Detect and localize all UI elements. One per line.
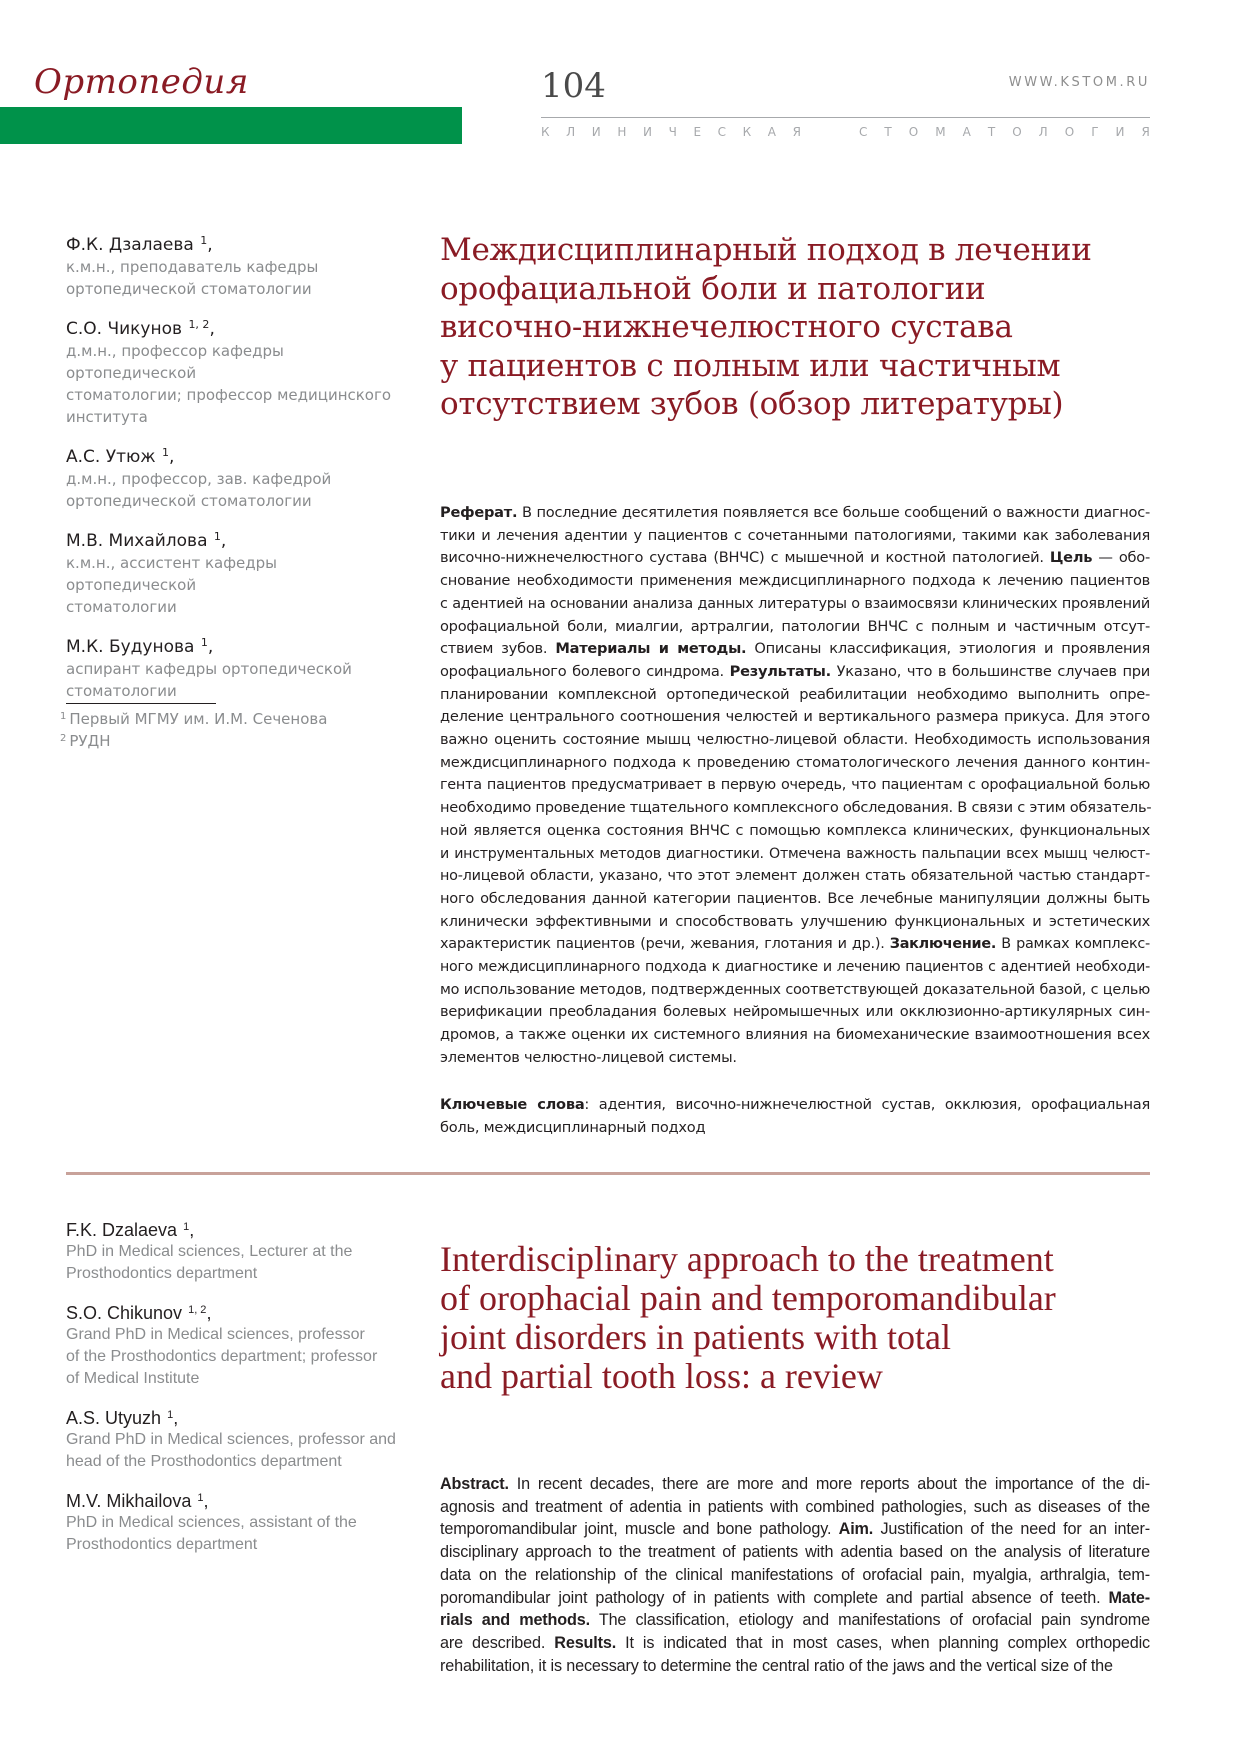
author-position: ортопедической стоматологии — [66, 280, 312, 298]
text-line: ствием зубов. Материалы и методы. Описаны классификация, этиология и проявления — [440, 640, 1151, 658]
text-line: ного обследования данной категории пациентов. Все лечебные манипуляции должны быть — [440, 889, 1150, 907]
text-line: характеристик пациентов (речи, жевания, глотания и др.). Заключение. В рамках комплекс- — [440, 936, 1150, 953]
author-name: M.V. Mikhailova $^1$, — [66, 1491, 209, 1511]
author-block — [66, 1487, 411, 1556]
article-title-ru — [440, 231, 1160, 424]
author-position: Prosthodontics department — [66, 1536, 258, 1553]
text-line: are described. Results. It is indicated that in most cases, when planning complex orthopedic — [440, 1633, 1150, 1652]
article-title-en — [440, 1240, 1160, 1396]
author-position: of Medical Institute — [66, 1370, 200, 1387]
text-line: rials and methods. The classification, etiology and manifestations of orofacial pain syndrome — [440, 1611, 1150, 1630]
text-line: гента пациентов предусматривает в первую очередь, что пациентам с орофациальной болью — [440, 777, 1150, 794]
text-line: верификации преобладания болевых нейромышечных или окклюзионно-артикулярных син- — [440, 1003, 1150, 1021]
text-line: с адентией на основании анализа данных литературы о взаимосвязи клинических проявлений — [440, 595, 1150, 612]
text-line: data on the relationship of the clinical manifestations of orofacial pain, myalgia, arthralgia, tem- — [440, 1565, 1150, 1584]
abstract-en — [440, 1473, 1150, 1677]
author-name: Ф.К. Дзалаева $^1$, — [66, 234, 213, 255]
author-position: д.м.н., профессор, зав. кафедрой — [66, 470, 332, 488]
affiliation-marker: 1, 2 — [188, 1304, 207, 1316]
author-position: ортопедической стоматологии — [66, 492, 312, 510]
affiliation-rule — [66, 703, 216, 704]
author-position: Grand PhD in Medical sciences, professor and — [66, 1431, 396, 1448]
title-line: and partial tooth loss: a review — [440, 1356, 883, 1396]
title-line: височно-нижнечелюстного сустава — [440, 309, 1013, 345]
text-line: планировании комплексной ортопедической реабилитации необходимо выполнить опре- — [440, 685, 1150, 703]
header-rule — [541, 117, 1150, 118]
author-position: Prosthodontics department — [66, 1265, 258, 1282]
affiliation-marker: 1, 2 — [188, 318, 210, 331]
title-line: орофациальной боли и патологии — [440, 270, 986, 307]
affiliation-2: $^2$ РУДН — [60, 732, 111, 750]
author-list-ru — [66, 230, 411, 716]
author-position: стоматологии — [66, 598, 177, 616]
author-list-en — [66, 1216, 411, 1570]
author-name: A.S. Utyuzh $^1$, — [66, 1408, 179, 1428]
page-number: 104 — [541, 66, 606, 106]
text-line: важно оценить состояние мышц челюстно-лицевой области. Необходимость использования — [440, 731, 1150, 749]
text-line: боль, междисциплинарный подход — [440, 1118, 706, 1136]
affiliation-marker: 1 — [213, 530, 221, 543]
title-line: joint disorders in patients with total — [440, 1317, 951, 1357]
site-url[interactable]: WWW.KSTOM.RU — [1008, 75, 1150, 90]
journal-word-1: К Л И Н И Ч Е С К А Я — [541, 125, 801, 139]
author-position: к.м.н., ассистент кафедры ортопедической — [66, 554, 278, 594]
text-line: ной является оценка состояния ВНЧС с помощью комплекса клинических, функциональных — [440, 821, 1150, 839]
text-line: мо использование методов, подтвержденных соответствующей доказательной базой, с целью — [440, 981, 1150, 998]
title-line: Междисциплинарный подход в лечении — [440, 232, 1092, 268]
affiliation-marker: 1 — [200, 636, 208, 649]
author-name: S.O. Chikunov $^{1, 2}$, — [66, 1303, 212, 1323]
author-position: института — [66, 408, 148, 426]
text-line: и инструментальных методов диагностики. Отмечена важность пальпации всех мышц челюст- — [440, 845, 1150, 862]
author-position: head of the Prosthodontics department — [66, 1453, 342, 1470]
author-position: стоматологии; профессор медицинского — [66, 386, 392, 404]
author-name: F.K. Dzalaeva $^1$, — [66, 1220, 195, 1240]
author-position: д.м.н., профессор кафедры ортопедической — [66, 342, 284, 382]
author-position: к.м.н., преподаватель кафедры — [66, 258, 319, 276]
author-block — [66, 1299, 411, 1390]
section-divider — [66, 1172, 1150, 1175]
text-line: disciplinary approach to the treatment of patients with adentia based on the analysis of literature — [440, 1543, 1150, 1562]
text-line: poromandibular joint pathology of in patients with complete and partial absence of teeth. Mate- — [440, 1588, 1150, 1607]
title-line: отсутствием зубов (обзор литературы) — [440, 386, 1064, 422]
text-line: agnosis and treatment of adentia in patients with combined pathologies, such as diseases of the — [440, 1497, 1150, 1516]
title-line: у пациентов с полным или частичным — [440, 347, 1061, 384]
author-position: PhD in Medical sciences, Lecturer at the — [66, 1243, 353, 1260]
author-name: М.К. Будунова $^1$, — [66, 636, 214, 657]
affiliation-marker: 1 — [162, 446, 170, 459]
author-position: стоматологии — [66, 682, 177, 700]
author-name: С.О. Чикунов $^{1, 2}$, — [66, 318, 215, 339]
title-line: Interdisciplinary approach to the treatment — [440, 1239, 1054, 1279]
text-line: орофациальной боли, миалгии, артралгии, патологии ВНЧС с полным и частичным отсут- — [440, 617, 1150, 635]
author-block — [66, 442, 411, 512]
text-line: rehabilitation, it is necessary to determine the central ratio of the jaws and the vertical size of the — [440, 1656, 1113, 1675]
author-block — [66, 1404, 411, 1473]
author-block — [66, 1216, 411, 1285]
text-line: клинически эффективными и способствовать улучшению функциональных и эстетических — [440, 912, 1150, 930]
author-name: А.С. Утюж $^1$, — [66, 446, 175, 467]
journal-word-2: С Т О М А Т О Л О Г И Я — [859, 125, 1150, 139]
text-line: Реферат. В последние десятилетия появляется все больше сообщений о важности диагнос- — [440, 504, 1150, 521]
text-line: междисциплинарного подхода к проведению стоматологического лечения данного контин- — [440, 753, 1150, 771]
author-position: of the Prosthodontics department; professor — [66, 1348, 378, 1365]
keywords-ru — [440, 1094, 1150, 1139]
text-line: ного междисциплинарного подхода к диагностике и лечению пациентов с адентией необходи- — [440, 959, 1150, 976]
text-line: снование необходимости применения междисциплинарного подхода к лечению пациентов — [440, 572, 1150, 590]
text-line: дромов, а также оценки их системного влияния на биомеханические взаимоотношения всех — [440, 1026, 1150, 1044]
author-block — [66, 314, 411, 428]
text-line: тики и лечения адентии у пациентов с сочетанными патологиями, такими как заболевания — [440, 526, 1150, 544]
text-line: Abstract. In recent decades, there are more and more reports about the importance of the di- — [440, 1475, 1150, 1493]
affiliation-marker: 1 — [197, 1492, 204, 1504]
text-line: Ключевые слова: адентия, височно-нижнечелюстной сустав, окклюзия, орофациальная — [440, 1096, 1150, 1113]
author-block — [66, 526, 411, 618]
affiliation-marker: 1 — [183, 1221, 190, 1233]
text-line: но-лицевой области, указано, что этот элемент должен стать обязательной частью стандарт- — [440, 868, 1150, 885]
text-line: temporomandibular joint, muscle and bone pathology. Aim. Justification of the need for an inter- — [440, 1520, 1150, 1539]
author-position: аспирант кафедры ортопедической — [66, 660, 352, 678]
text-line: орофациального болевого синдрома. Результаты. Указано, что в большинстве случаев при — [440, 662, 1150, 680]
affiliation-1: $^1$ Первый МГМУ им. И.М. Сеченова — [60, 710, 328, 728]
author-block — [66, 632, 411, 702]
author-position: Grand PhD in Medical sciences, professor — [66, 1326, 365, 1343]
title-line: of orophacial pain and temporomandibular — [440, 1278, 1056, 1318]
section-band — [0, 107, 462, 144]
abstract-ru — [440, 502, 1150, 1070]
affiliation-marker: 1 — [200, 234, 208, 247]
author-name: М.В. Михайлова $^1$, — [66, 530, 227, 551]
author-position: PhD in Medical sciences, assistant of the — [66, 1514, 357, 1531]
affiliation-marker: 1 — [167, 1409, 174, 1421]
author-block — [66, 230, 411, 300]
text-line: необходимо проведение тщательного комплексного обследования. В связи с этим обязатель- — [440, 799, 1152, 817]
section-logo: Ортопедия — [34, 62, 249, 102]
text-line: деление центрального соотношения челюстей и вертикального размера прикуса. Для этого — [440, 708, 1150, 726]
text-line: височно-нижнечелюстного сустава (ВНЧС) с мышечной и костной патологией. Цель — обо- — [440, 549, 1151, 567]
text-line: элементов челюстно-лицевой системы. — [440, 1048, 737, 1066]
